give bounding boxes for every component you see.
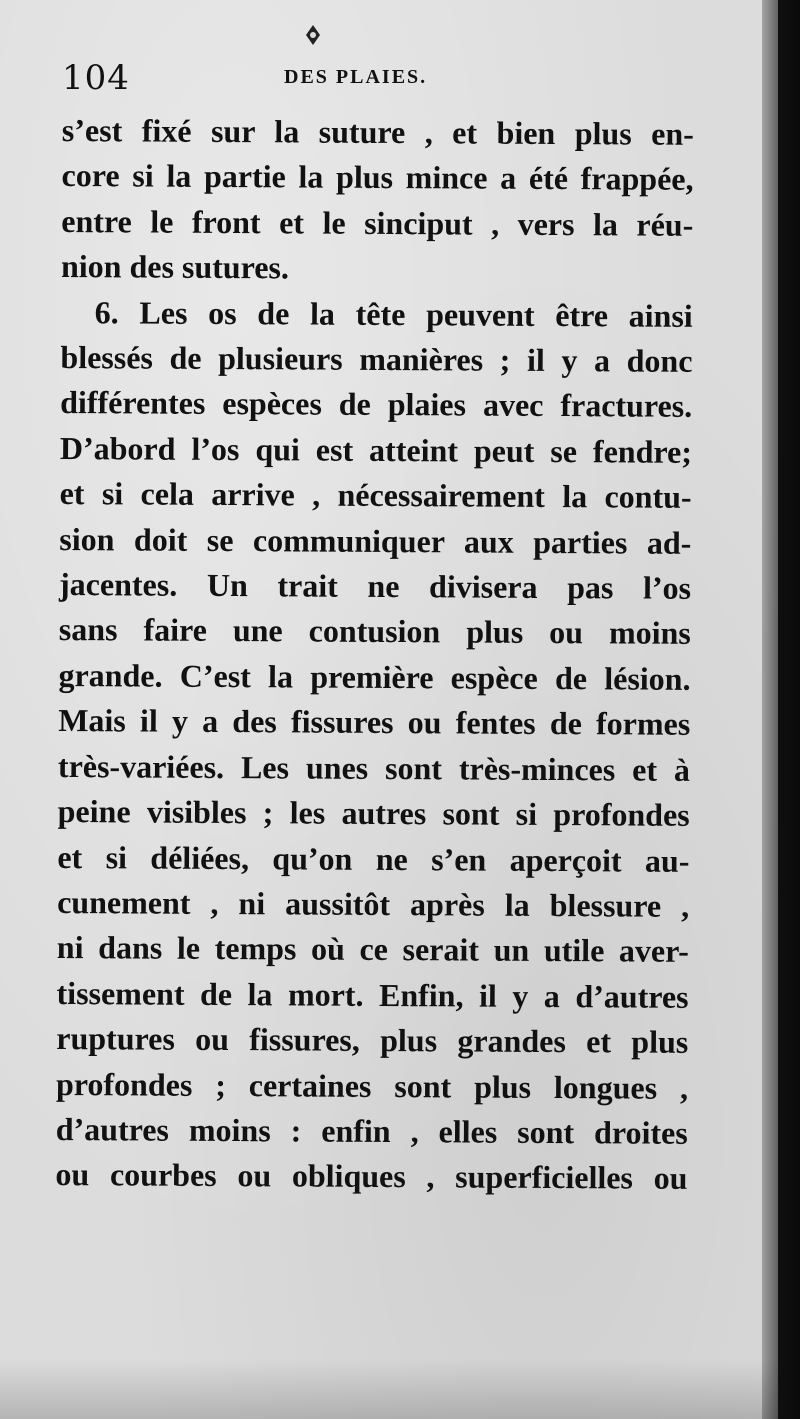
body-text [55,108,694,1202]
text-line: et si déliées, qu’on ne s’en aperçoit au- [57,838,690,879]
text-line: tissement de la mort. Enfin, il y a d’autres [56,974,689,1015]
text-line: ni dans le temps où ce serait un utile aver- [56,929,689,970]
text-line: cunement , ni aussitôt après la blessure , [57,883,690,924]
text-line: nion des sutures. [60,248,290,286]
text-line: jacentes. Un trait ne divisera pas l’os [58,566,692,606]
ornament-icon [303,24,323,46]
page-bottom-shade [0,1359,778,1419]
text-line: ruptures ou fissures, plus grandes et plus [56,1020,689,1060]
page-number: 104 [62,58,130,98]
text-line: entre le front et le sinciput , vers la réu- [61,202,694,243]
text-line: différentes espèces de plaies avec fractures. [60,384,693,425]
text-line: 6. Les os de la tête peuvent être ainsi [94,293,693,334]
page-header [62,58,702,102]
binding-shadow [762,0,800,1419]
text-line: blessés de plusieurs manières ; il y a donc [60,339,693,379]
text-line: Mais il y a des fissures ou fentes de formes [58,702,691,743]
text-line: core si la partie la plus mince a été frappée, [61,157,694,198]
text-line: peine visibles ; les autres sont si profondes [57,793,690,833]
text-line: sans faire une contusion plus ou moins [58,611,691,652]
running-head: DES PLAIES. [284,66,428,88]
text-line: profondes ; certaines sont plus longues , [55,1065,689,1106]
text-line: ou courbes ou obliques , superficielles ou [55,1156,688,1197]
text-line: et si cela arrive , nécessairement la contu- [59,475,692,516]
text-line: très-variées. Les unes sont très-minces et à [57,747,691,788]
text-line: d’autres moins : enfin , elles sont droites [55,1110,688,1151]
text-line: s’est fixé sur la suture , et bien plus en- [61,111,694,152]
text-line: sion doit se communiquer aux parties ad- [59,520,692,561]
text-line: grande. C’est la première espèce de lésion. [58,656,691,697]
text-line: D’abord l’os qui est atteint peut se fendre; [59,429,693,470]
